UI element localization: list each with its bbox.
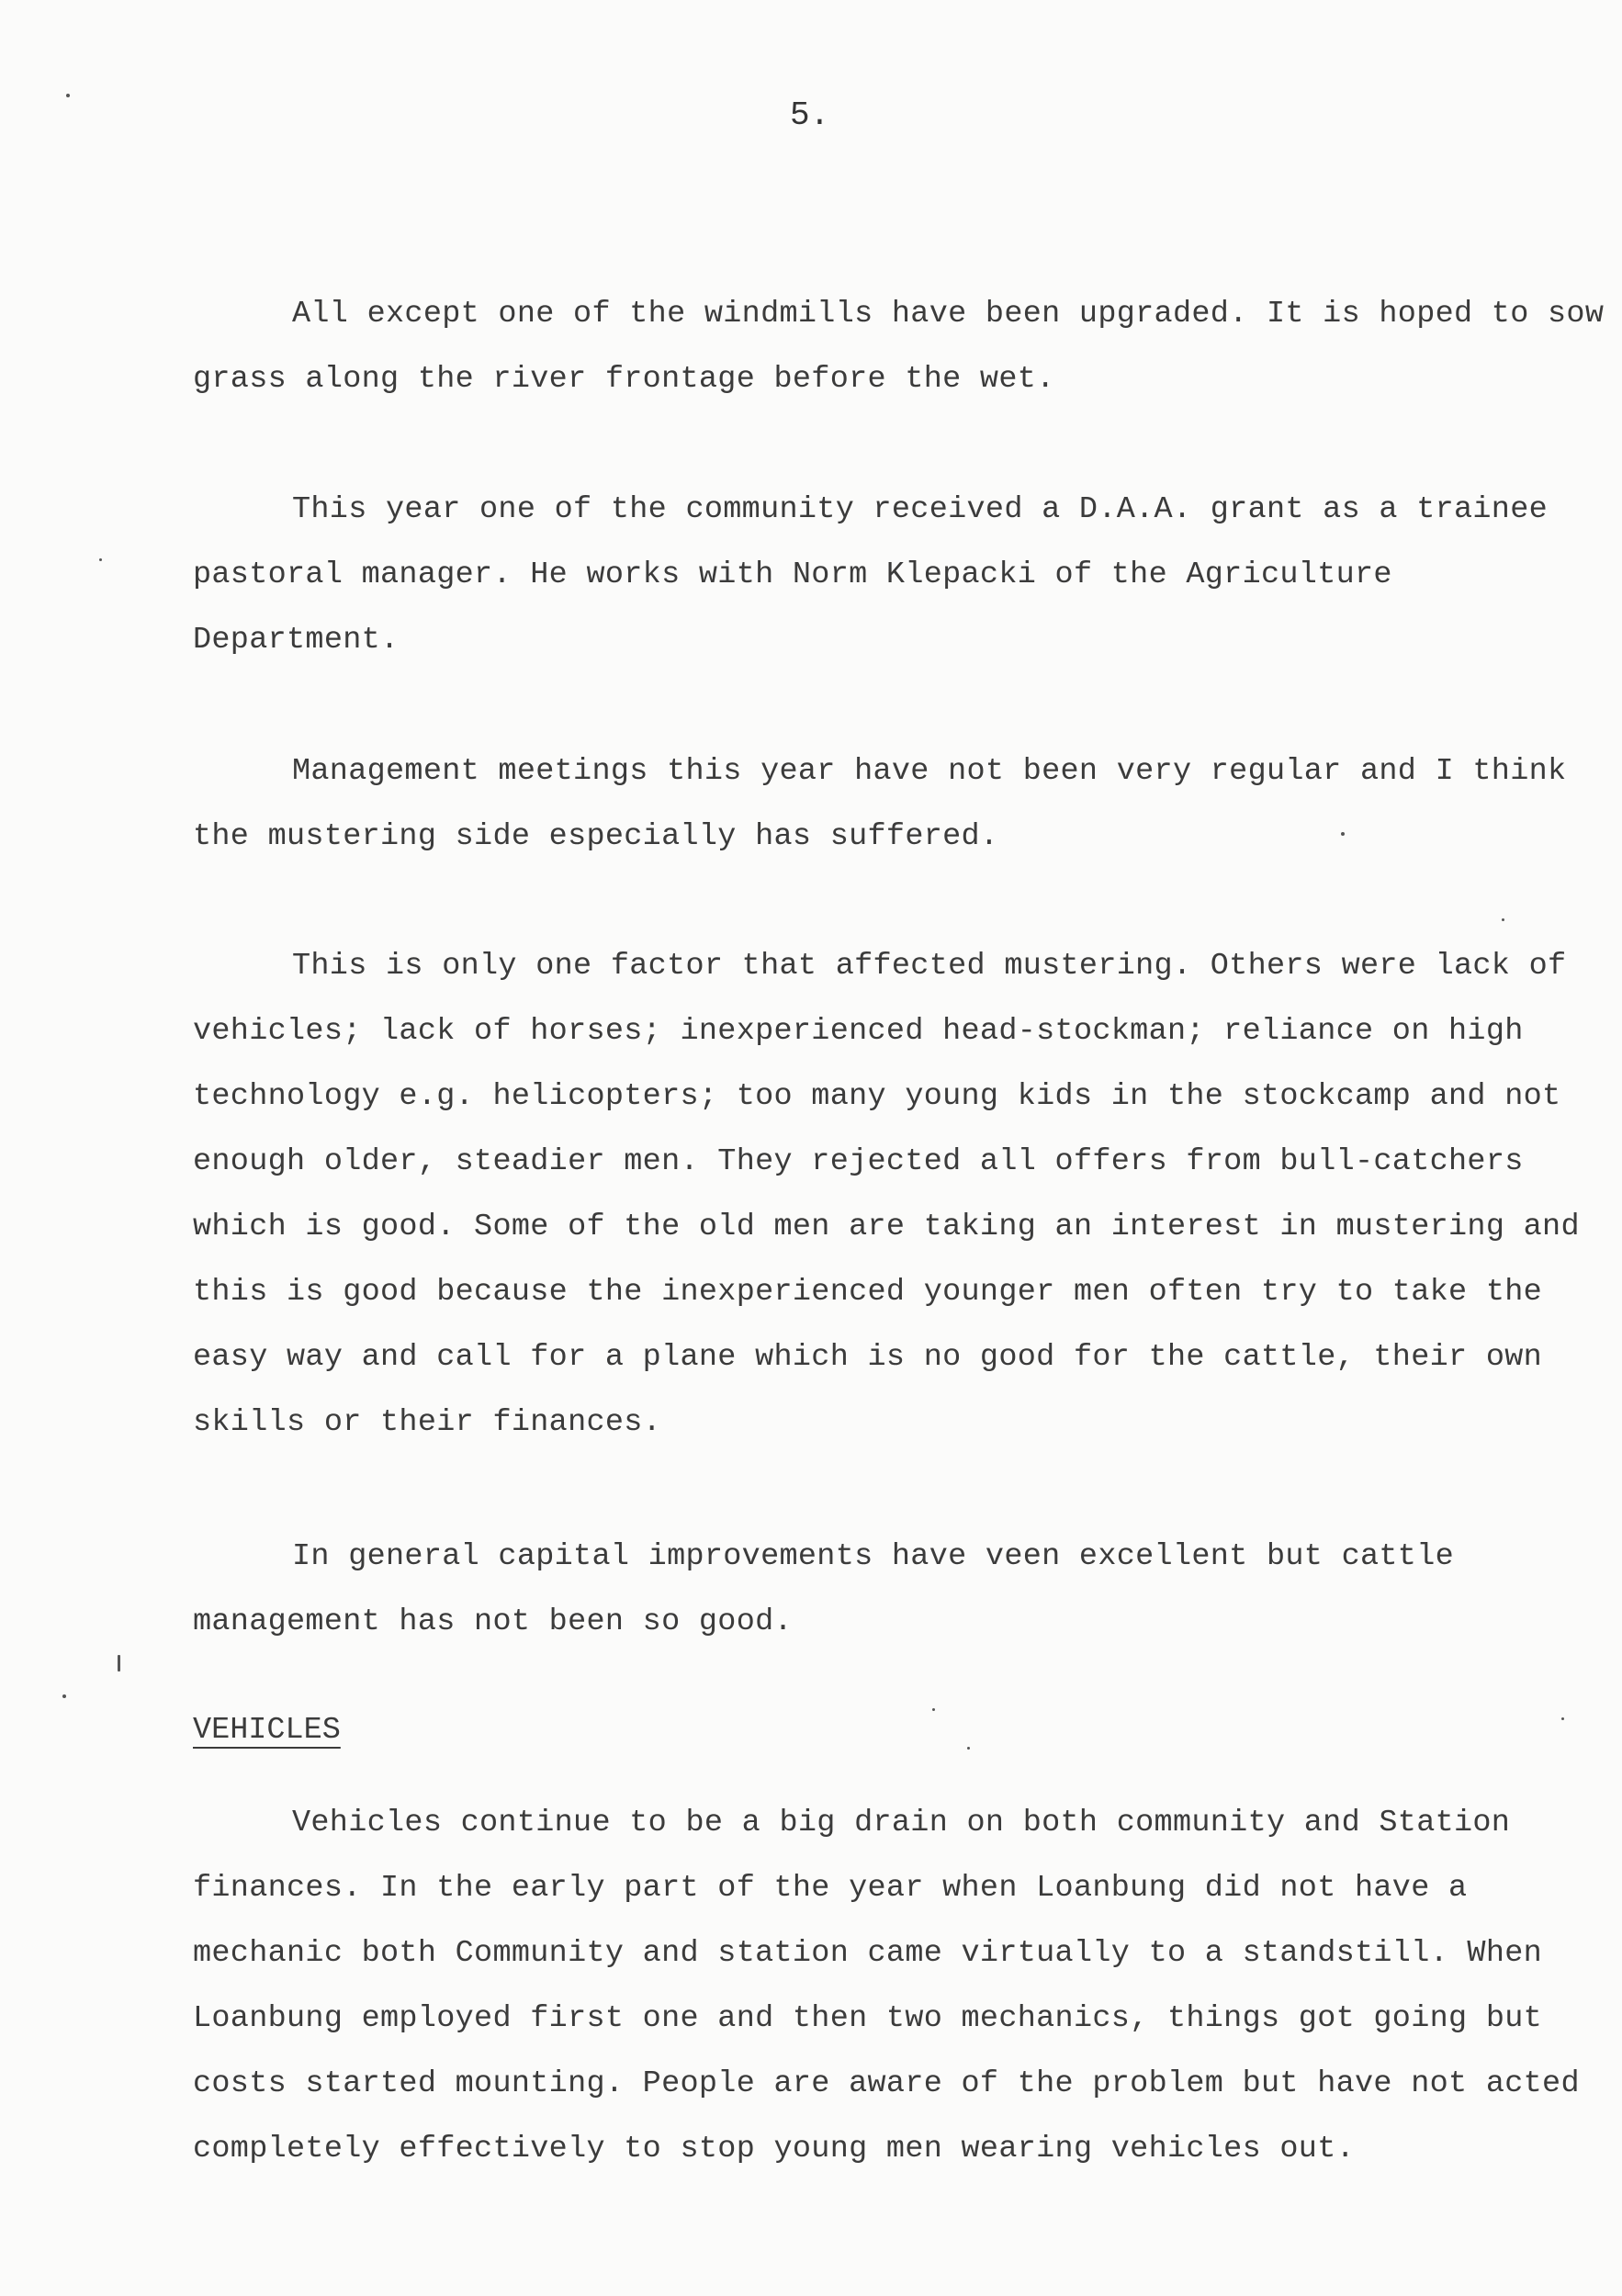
paragraph-windmills — [193, 282, 1607, 412]
paragraph-text: This year one of the community received a D.A.A. grant as a trainee pastoral manager. He works with Norm Klepacki of the Agriculture Department. — [193, 492, 1549, 658]
paragraph-text: Vehicles continue to be a big drain on both community and Station finances. In the early part of the year when Loanbung did not have a mechanic both Community and station came virtually to a standstill. When Loanbung employed first one and then two mechanics, things got going but costs started mounting. People are aware of the problem but have not acted completely effectively to stop young men wearing vehicles out. — [193, 1806, 1580, 2167]
paragraph-management — [193, 739, 1607, 870]
scan-speck — [62, 1694, 66, 1698]
paragraph-text: This is only one factor that affected mustering. Others were lack of vehicles; lack of horses; inexperienced head-stockman; reliance on high technology e.g. helicopters; too many young kids in the stockcamp and not enough older, steadier men. They rejected all offers from bull-catchers which is good. Some of the old men are taking an interest in mustering and this is good because the inexperienced younger men often try to take the easy way and call for a plane which is no good for the cattle, their own skills or their finances. — [193, 949, 1580, 1440]
paragraph-vehicles — [193, 1791, 1607, 2182]
section-heading-vehicles: VEHICLES — [193, 1713, 341, 1748]
scan-speck — [1502, 918, 1504, 921]
scan-speck — [118, 1655, 120, 1671]
page-number: 5. — [790, 96, 830, 134]
scan-speck — [1341, 832, 1345, 836]
scan-speck — [1561, 1717, 1564, 1720]
paragraph-text: All except one of the windmills have been upgraded. It is hoped to sow grass along the river frontage before the wet. — [193, 297, 1605, 397]
paragraph-trainee — [193, 478, 1607, 673]
paragraph-text: In general capital improvements have veen excellent but cattle management has not been so good. — [193, 1539, 1455, 1639]
paragraph-mustering — [193, 934, 1607, 1456]
scan-speck — [99, 558, 102, 561]
scan-speck — [967, 1747, 970, 1750]
paragraph-general — [193, 1525, 1607, 1655]
scan-speck — [932, 1708, 935, 1711]
scan-speck — [66, 94, 70, 97]
paragraph-text: Management meetings this year have not been very regular and I think the mustering side especially has suffered. — [193, 754, 1567, 854]
